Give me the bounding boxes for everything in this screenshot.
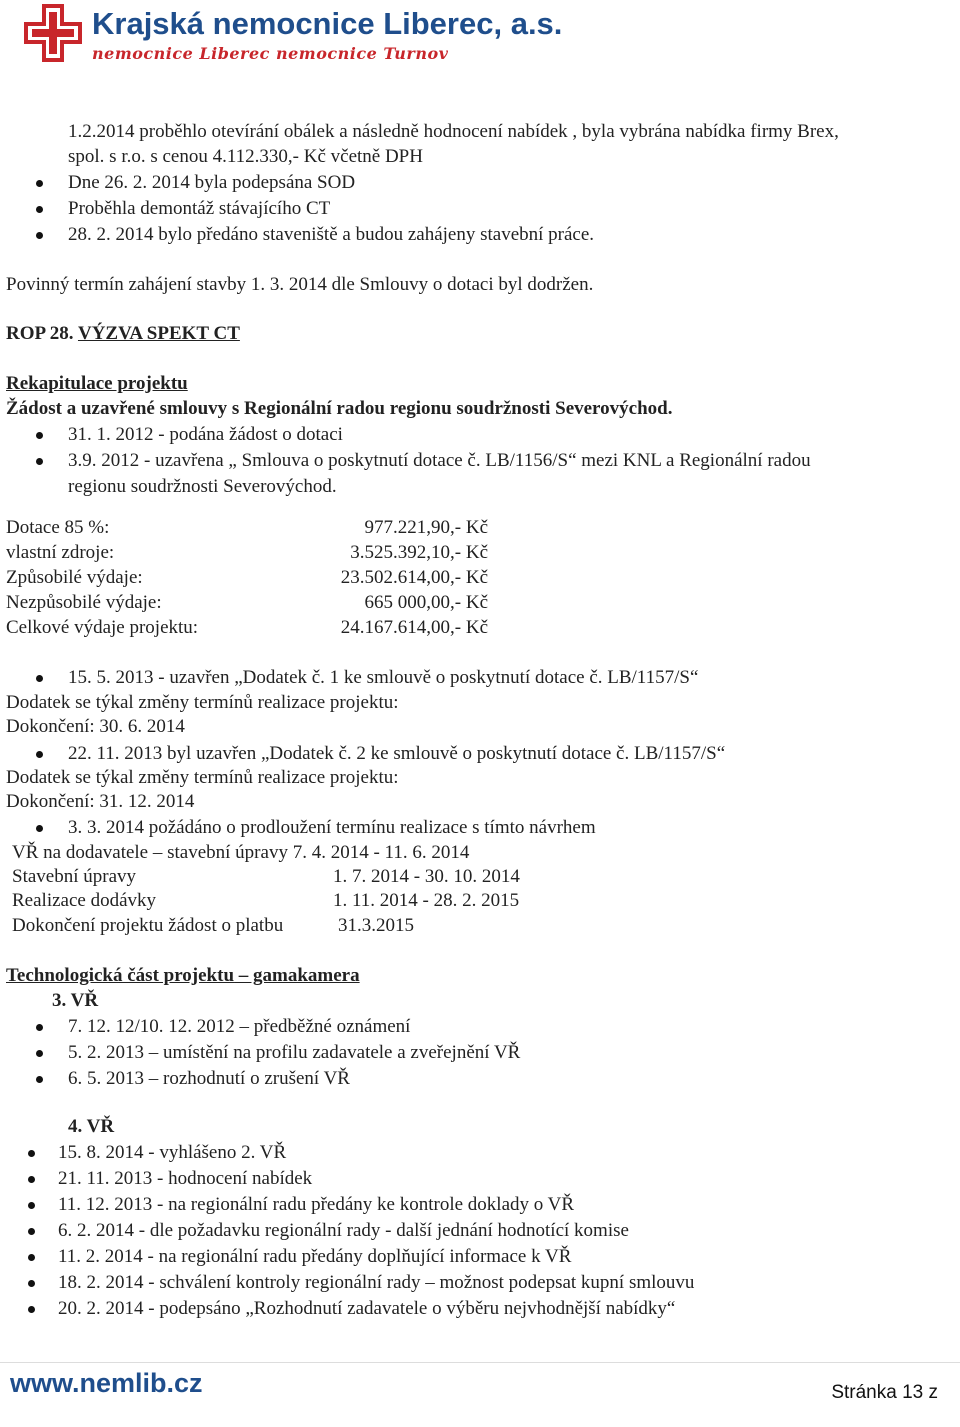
bullet-icon [28, 1280, 35, 1287]
list-item: 5. 2. 2013 – umístění na profilu zadavatele a zveřejnění VŘ [68, 1042, 521, 1063]
footer-website-link[interactable]: www.nemlib.cz [10, 1368, 203, 1398]
rop-heading-underlined: VÝZVA SPEKT CT [77, 323, 240, 344]
schedule-row-value: 1. 7. 2014 - 30. 10. 2014 [333, 866, 520, 887]
finance-value: 23.502.614,00,- Kč [340, 567, 488, 588]
bullet-icon [28, 1150, 35, 1157]
tech-heading-prefix: Technologická část projektu [6, 965, 235, 986]
rop-heading [6, 323, 240, 345]
list-item: 3. 3. 2014 požádáno o prodloužení termínu realizace s tímto návrhem [68, 817, 596, 838]
list-item: Proběhla demontáž stávajícího CT [68, 198, 331, 219]
schedule-row-value: 1. 11. 2014 - 28. 2. 2015 [333, 890, 520, 911]
org-name: Krajská nemocnice Liberec, a.s. [92, 6, 563, 41]
bullet-icon [28, 1306, 35, 1313]
tech-heading-suffix: – gamakamera [234, 965, 360, 986]
rop-heading-prefix: ROP 28. [6, 323, 78, 344]
vr3-heading: 3. VŘ [52, 990, 99, 1011]
list-item-continuation: regionu soudržnosti Severovýchod. [68, 476, 337, 497]
amendment-note: Dodatek se týkal změny termínů realizace projektu: [6, 767, 399, 788]
bullet-icon [36, 1076, 43, 1083]
list-item: 15. 5. 2013 - uzavřen „Dodatek č. 1 ke smlouvě o poskytnutí dotace č. LB/1157/S“ [68, 667, 699, 688]
tech-heading [6, 965, 360, 987]
org-subtitle: nemocnice Liberec nemocnice Turnov [92, 44, 449, 63]
intro-line-2: spol. s r.o. s cenou 4.112.330,- Kč včetně DPH [68, 146, 423, 167]
bullet-icon [36, 458, 43, 465]
bullet-icon [28, 1202, 35, 1209]
finance-label: Způsobilé výdaje: [6, 567, 143, 588]
schedule-row-label: Dokončení projektu žádost o platbu [12, 915, 284, 936]
start-note: Povinný termín zahájení stavby 1. 3. 2014 dle Smlouvy o dotaci byl dodržen. [6, 274, 594, 295]
bullet-icon [28, 1176, 35, 1183]
footer-divider [0, 1362, 960, 1363]
finance-label: Nezpůsobilé výdaje: [6, 592, 162, 613]
bullet-icon [36, 232, 43, 239]
list-item: 28. 2. 2014 bylo předáno staveniště a budou zahájeny stavební práce. [68, 224, 595, 245]
page-number: Stránka 13 z [831, 1382, 938, 1403]
list-item: 11. 12. 2013 - na regionální radu předány ke kontrole doklady o VŘ [58, 1194, 575, 1215]
bullet-icon [36, 675, 43, 682]
schedule-row-label: Stavební úpravy [12, 866, 137, 887]
list-item: Dne 26. 2. 2014 byla podepsána SOD [68, 172, 356, 193]
schedule-row-label: VŘ na dodavatele – stavební úpravy 7. 4. 2014 - 11. 6. 2014 [12, 842, 470, 863]
schedule-row-value: 31.3.2015 [338, 915, 414, 936]
request-heading: Žádost a uzavřené smlouvy s Regionální radou regionu soudržnosti Severovýchod. [6, 398, 673, 419]
amendment-date: Dokončení: 30. 6. 2014 [6, 716, 185, 737]
bullet-icon [28, 1254, 35, 1261]
bullet-icon [36, 180, 43, 187]
finance-label: Dotace 85 %: [6, 517, 110, 538]
bullet-icon [36, 206, 43, 213]
list-item: 3.9. 2012 - uzavřena „ Smlouva o poskytnutí dotace č. LB/1156/S“ mezi KNL a Regionální radou [68, 450, 811, 471]
amendment-note: Dodatek se týkal změny termínů realizace projektu: [6, 692, 399, 713]
hospital-cross-logo-icon [24, 4, 82, 62]
schedule-row-label: Realizace dodávky [12, 890, 157, 911]
finance-value: 24.167.614,00,- Kč [340, 617, 488, 638]
bullet-icon [36, 1050, 43, 1057]
finance-value: 977.221,90,- Kč [364, 517, 488, 538]
list-item: 22. 11. 2013 byl uzavřen „Dodatek č. 2 ke smlouvě o poskytnutí dotace č. LB/1157/S“ [68, 743, 726, 764]
list-item: 6. 2. 2014 - dle požadavku regionální rady - další jednání hodnotící komise [58, 1220, 629, 1241]
bullet-icon [36, 825, 43, 832]
list-item: 31. 1. 2012 - podána žádost o dotaci [68, 424, 343, 445]
list-item: 21. 11. 2013 - hodnocení nabídek [58, 1168, 313, 1189]
finance-value: 3.525.392,10,- Kč [350, 542, 488, 563]
list-item: 18. 2. 2014 - schválení kontroly regionální rady – možnost podepsat kupní smlouvu [58, 1272, 695, 1293]
finance-value: 665 000,00,- Kč [364, 592, 488, 613]
finance-label: vlastní zdroje: [6, 542, 115, 563]
finance-label: Celkové výdaje projektu: [6, 617, 199, 638]
bullet-icon [36, 1024, 43, 1031]
intro-line-1: 1.2.2014 proběhlo otevírání obálek a následně hodnocení nabídek , byla vybrána nabídka firmy Brex, [68, 121, 839, 142]
vr4-heading: 4. VŘ [68, 1116, 115, 1137]
list-item: 15. 8. 2014 - vyhlášeno 2. VŘ [58, 1142, 287, 1163]
bullet-icon [28, 1228, 35, 1235]
list-item: 6. 5. 2013 – rozhodnutí o zrušení VŘ [68, 1068, 350, 1089]
list-item: 11. 2. 2014 - na regionální radu předány doplňující informace k VŘ [58, 1246, 572, 1267]
list-item: 7. 12. 12/10. 12. 2012 – předběžné oznámení [68, 1016, 411, 1037]
bullet-icon [36, 751, 43, 758]
bullet-icon [36, 432, 43, 439]
recap-heading: Rekapitulace projektu [6, 373, 188, 394]
list-item: 20. 2. 2014 - podepsáno „Rozhodnutí zadavatele o výběru nejvhodnější nabídky“ [58, 1298, 676, 1319]
amendment-date: Dokončení: 31. 12. 2014 [6, 791, 195, 812]
